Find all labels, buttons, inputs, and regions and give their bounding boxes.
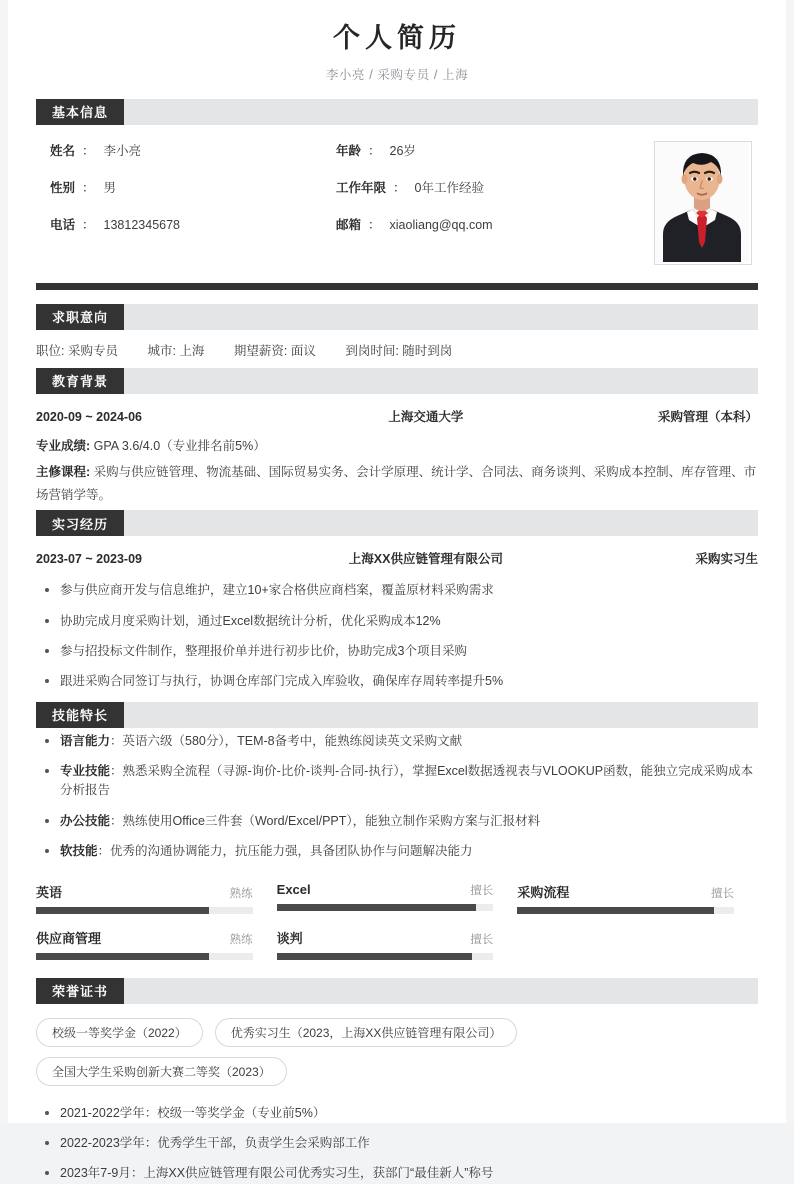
section-header-basic bbox=[36, 99, 758, 125]
divider bbox=[36, 283, 758, 290]
field-value: 13812345678 bbox=[103, 217, 181, 232]
skill-bar-spacer bbox=[517, 928, 758, 960]
skill-bar-grid bbox=[36, 872, 758, 978]
section-title-education: 教育背景 bbox=[36, 368, 124, 394]
skill-name: 谈判 bbox=[276, 930, 303, 946]
list-item: 参与供应商开发与信息维护，建立10+家合格供应商档案，覆盖原材料采购需求 bbox=[36, 581, 758, 600]
field-colon: ： bbox=[368, 217, 381, 232]
skill-bullet-text: ：熟悉采购全流程（寻源-询价-比价-谈判-合同-执行），掌握Excel数据透视表与VLOOKUP函数，能独立完成采购成本分析报告 bbox=[60, 764, 754, 798]
status-badge: 全国大学生采购创新大赛二等奖（2023） bbox=[36, 1057, 287, 1086]
field-email bbox=[336, 215, 626, 233]
field-colon: ： bbox=[368, 143, 381, 158]
list-item: 参与招投标文件制作，整理报价单并进行初步比价，协助完成3个项目采购 bbox=[36, 642, 758, 661]
list-item: 2023年7-9月：上海XX供应链管理有限公司优秀实习生，获部门“最佳新人”称号 bbox=[36, 1164, 758, 1183]
field-label: 邮箱 bbox=[336, 217, 362, 232]
skill-bar-head bbox=[277, 928, 494, 947]
section-title-intent: 求职意向 bbox=[36, 304, 124, 330]
skills-bullet-list bbox=[36, 732, 758, 862]
education-major: 采购管理（本科） bbox=[657, 409, 758, 424]
section-header-education bbox=[36, 368, 758, 394]
skill-bullet-text: ：熟练使用Office三件套（Word/Excel/PPT），能独立制作采购方案与汇报材料 bbox=[110, 813, 541, 828]
field-value: 李小亮 bbox=[103, 143, 142, 158]
skill-bullet-text: ：英语六级（580分），TEM-8备考中，能熟练阅读英文采购文献 bbox=[110, 733, 463, 748]
field-colon: ： bbox=[82, 180, 95, 195]
list-item: 2022-2023学年：优秀学生干部，负责学生会采购部工作 bbox=[36, 1134, 758, 1153]
section-title-honors: 荣誉证书 bbox=[36, 978, 124, 1004]
field-label: 姓名 bbox=[50, 143, 76, 158]
skill-bullet-label: 软技能 bbox=[60, 844, 98, 859]
skill-progress-fill bbox=[517, 907, 714, 914]
skill-bar-item bbox=[277, 928, 518, 960]
education-date: 2020-09 ~ 2024-06 bbox=[36, 409, 142, 424]
skill-bullet-label: 办公技能 bbox=[60, 813, 111, 828]
info-row bbox=[36, 215, 654, 233]
intent-availability: 到岗时间: 随时到岗 bbox=[345, 343, 453, 358]
resume-sheet bbox=[8, 0, 786, 1181]
skill-progress-track bbox=[36, 953, 253, 960]
section-bar-fill bbox=[124, 702, 758, 728]
section-bar-fill bbox=[124, 978, 758, 1004]
list-item: 协助完成月度采购计划，通过Excel数据统计分析，优化采购成本12% bbox=[36, 612, 758, 631]
field-label: 年龄 bbox=[336, 143, 362, 158]
section-title-basic: 基本信息 bbox=[36, 99, 124, 125]
section-bar-fill bbox=[124, 304, 758, 330]
skill-progress-fill bbox=[277, 904, 476, 911]
skill-level: 擅长 bbox=[710, 887, 734, 900]
section-title-skills: 技能特长 bbox=[36, 702, 124, 728]
honors-bullet-list bbox=[36, 1104, 758, 1184]
field-value: xiaoliang@qq.com bbox=[389, 217, 493, 232]
skill-bar-item bbox=[517, 882, 758, 914]
intent-salary: 期望薪资: 面议 bbox=[233, 343, 316, 358]
skill-bar-item bbox=[36, 882, 277, 914]
section-bar-fill bbox=[124, 99, 758, 125]
education-courses-value: 采购与供应链管理、物流基础、国际贸易实务、会计学原理、统计学、合同法、商务谈判、采购成本控制、库存管理、市场营销学等。 bbox=[36, 464, 757, 502]
skill-progress-fill bbox=[36, 907, 209, 914]
status-badge: 校级一等奖学金（2022） bbox=[36, 1018, 203, 1047]
field-value: 0年工作经验 bbox=[414, 180, 484, 195]
skill-level: 熟练 bbox=[229, 933, 253, 946]
list-item bbox=[36, 842, 758, 861]
education-courses: 主修课程: 采购与供应链管理、物流基础、国际贸易实务、会计学原理、统计学、合同法、商务谈判、采购成本控制、库存管理、市场营销学等。 bbox=[36, 464, 757, 502]
list-item bbox=[36, 732, 758, 751]
skill-bar-item bbox=[36, 928, 277, 960]
education-gpa: 专业成绩: GPA 3.6/4.0（专业排名前5%） bbox=[36, 438, 266, 453]
skill-bar-head bbox=[277, 882, 494, 898]
page-subtitle: 李小亮 / 采购专员 / 上海 bbox=[325, 67, 469, 82]
skill-level: 擅长 bbox=[470, 884, 494, 897]
section-header-honors bbox=[36, 978, 758, 1004]
internship-bullet-list bbox=[36, 581, 758, 692]
skill-progress-track bbox=[277, 953, 494, 960]
list-item bbox=[36, 812, 758, 831]
resume-header bbox=[36, 0, 758, 99]
skill-level: 擅长 bbox=[470, 933, 494, 946]
job-intent-line bbox=[36, 330, 758, 368]
skill-bullet-label: 语言能力 bbox=[60, 733, 111, 748]
field-value: 26岁 bbox=[389, 143, 416, 158]
field-phone bbox=[36, 215, 336, 233]
section-bar-fill bbox=[124, 510, 758, 536]
internship-role: 采购实习生 bbox=[695, 552, 758, 567]
info-row bbox=[36, 141, 654, 159]
avatar bbox=[654, 141, 752, 265]
education-entry-head bbox=[36, 394, 758, 435]
section-bar-fill bbox=[124, 368, 758, 394]
field-name bbox=[36, 141, 336, 159]
skill-bar-head bbox=[36, 928, 253, 947]
skill-level: 熟练 bbox=[229, 887, 253, 900]
field-colon: ： bbox=[82, 143, 95, 158]
intent-position: 职位: 采购专员 bbox=[36, 343, 118, 358]
skill-bar-head bbox=[36, 882, 253, 901]
education-school: 上海交通大学 bbox=[388, 409, 464, 424]
basic-info-fields bbox=[36, 141, 654, 265]
list-item bbox=[36, 762, 758, 801]
section-title-internship: 实习经历 bbox=[36, 510, 124, 536]
list-item: 2021-2022学年：校级一等奖学金（专业前5%） bbox=[36, 1104, 758, 1123]
field-colon: ： bbox=[82, 217, 95, 232]
field-value: 男 bbox=[103, 180, 117, 195]
skill-progress-track bbox=[36, 907, 253, 914]
intent-city: 城市: 上海 bbox=[147, 343, 205, 358]
status-badge: 优秀实习生（2023，上海XX供应链管理有限公司） bbox=[215, 1018, 518, 1047]
skill-progress-fill bbox=[277, 953, 472, 960]
field-work-years bbox=[336, 178, 626, 196]
field-colon: ： bbox=[393, 180, 406, 195]
info-row bbox=[36, 178, 654, 196]
skill-bar-head bbox=[517, 882, 734, 901]
skill-bullet-label: 专业技能 bbox=[60, 764, 111, 778]
section-header-skills bbox=[36, 702, 758, 728]
skill-bar-item bbox=[277, 882, 518, 914]
internship-company: 上海XX供应链管理有限公司 bbox=[348, 552, 503, 567]
education-gpa-label: 专业成绩 bbox=[36, 438, 87, 453]
basic-info-block bbox=[36, 125, 758, 271]
skill-progress-track bbox=[517, 907, 734, 914]
field-label: 工作年限 bbox=[336, 180, 387, 195]
field-age bbox=[336, 141, 626, 159]
education-courses-label: 主修课程 bbox=[36, 464, 87, 479]
section-header-intent bbox=[36, 304, 758, 330]
field-label: 电话 bbox=[50, 217, 76, 232]
internship-entry-head bbox=[36, 536, 758, 577]
list-item: 跟进采购合同签订与执行，协调仓库部门完成入库验收，确保库存周转率提升5% bbox=[36, 672, 758, 691]
honor-pill-group bbox=[36, 1004, 758, 1100]
section-header-internship bbox=[36, 510, 758, 536]
skill-name: 供应商管理 bbox=[36, 930, 102, 946]
skill-name: 英语 bbox=[36, 884, 63, 900]
skill-name: 采购流程 bbox=[517, 884, 570, 900]
internship-date: 2023-07 ~ 2023-09 bbox=[36, 552, 142, 567]
skill-name: Excel bbox=[276, 881, 311, 897]
field-gender bbox=[36, 178, 336, 196]
skill-progress-track bbox=[277, 904, 494, 911]
page-title: 个人简历 bbox=[333, 23, 461, 53]
skill-progress-fill bbox=[36, 953, 209, 960]
portrait-photo-icon bbox=[655, 142, 749, 262]
field-label: 性别 bbox=[50, 180, 76, 195]
skill-bullet-text: ：优秀的沟通协调能力，抗压能力强，具备团队协作与问题解决能力 bbox=[97, 844, 473, 859]
education-gpa-value: GPA 3.6/4.0（专业排名前5%） bbox=[93, 438, 266, 453]
